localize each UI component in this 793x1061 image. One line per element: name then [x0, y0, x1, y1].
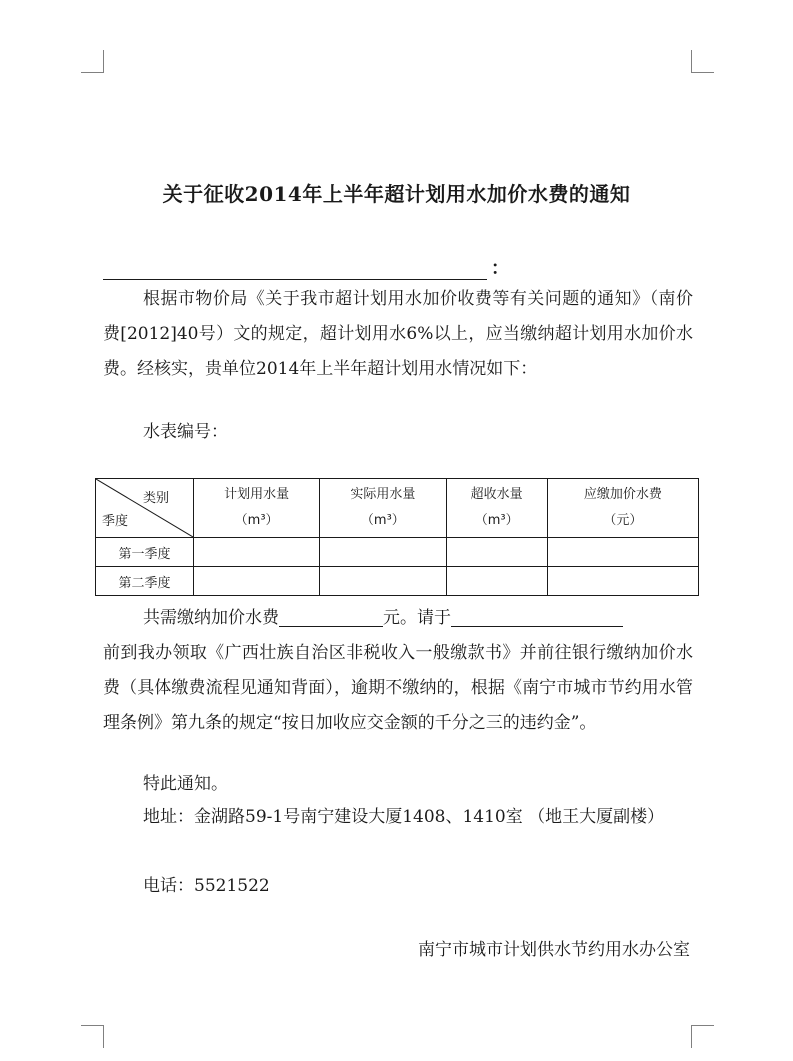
cell-actual-q2[interactable] [320, 567, 446, 596]
header-label: 超收水量 [470, 487, 523, 502]
payment-unit: 元。请于 [383, 608, 451, 628]
table-corner-cell [96, 479, 194, 538]
header-excess-usage [446, 479, 547, 538]
cell-fee-q1[interactable] [547, 538, 698, 567]
header-unit: （m³） [360, 513, 405, 528]
header-unit: （元） [603, 513, 643, 528]
table-row [96, 538, 699, 567]
header-unit: （m³） [234, 513, 279, 528]
paragraph-intro [103, 282, 693, 387]
payment-line [103, 601, 693, 636]
header-surcharge-fee [547, 479, 698, 538]
cell-planned-q1[interactable] [194, 538, 320, 567]
cell-excess-q1[interactable] [446, 538, 547, 567]
cell-actual-q1[interactable] [320, 538, 446, 567]
header-label: 实际用水量 [350, 487, 416, 502]
meter-number-label: 水表编号： [143, 422, 228, 442]
row-label-q1: 第一季度 [96, 538, 194, 567]
payment-prefix: 共需缴纳加价水费 [143, 608, 279, 628]
water-usage-table [95, 478, 699, 596]
header-unit: （m³） [474, 513, 519, 528]
paragraph-payment: 前到我办领取《广西壮族自治区非税收入一般缴款书》并前往银行缴纳加价水费（具体缴费流程见通知背面），逾期不缴纳的，根据《南宁市城市节约用水管理条例》第九条的规定“按日加收应交金额的千分之三的违约金”。 [103, 643, 693, 733]
closing-notice: 特此通知。 [143, 774, 228, 794]
header-actual-usage [320, 479, 446, 538]
corner-label-category: 类别 [142, 491, 169, 506]
table-header-row [96, 479, 699, 538]
header-label: 计划用水量 [224, 487, 290, 502]
crop-mark-bottom-left [81, 1025, 104, 1048]
crop-mark-top-right [691, 50, 714, 73]
fee-amount-blank[interactable] [279, 606, 383, 627]
deadline-blank[interactable] [451, 606, 623, 627]
header-label: 应缴加价水费 [583, 487, 662, 502]
crop-mark-bottom-right [691, 1025, 714, 1048]
address-paragraph [103, 800, 693, 835]
cell-fee-q2[interactable] [547, 567, 698, 596]
paragraph-intro-text: 根据市物价局《关于我市超计划用水加价收费等有关问题的通知》（南价费[2012]40号）文的规定，超计划用水6%以上，应当缴纳超计划用水加价水费。经核实，贵单位2014年上半年超计划用水情况如下： [103, 289, 693, 379]
issuing-office: 南宁市城市计划供水节约用水办公室 [418, 940, 690, 960]
table-row [96, 567, 699, 596]
addressee-colon: ： [491, 258, 509, 279]
row-label-q2: 第二季度 [96, 567, 194, 596]
corner-label-quarter: 季度 [102, 514, 129, 529]
addressee-line[interactable] [103, 254, 509, 280]
document-title: 关于征收2014年上半年超计划用水加价水费的通知 [162, 182, 631, 206]
header-planned-usage [194, 479, 320, 538]
cell-planned-q2[interactable] [194, 567, 320, 596]
crop-mark-top-left [81, 50, 104, 73]
address-text: 地址：金湖路59-1号南宁建设大厦1408、1410室 （地王大厦副楼） [143, 807, 665, 827]
phone-line: 电话：5521522 [143, 876, 270, 896]
addressee-blank[interactable] [103, 261, 487, 280]
cell-excess-q2[interactable] [446, 567, 547, 596]
